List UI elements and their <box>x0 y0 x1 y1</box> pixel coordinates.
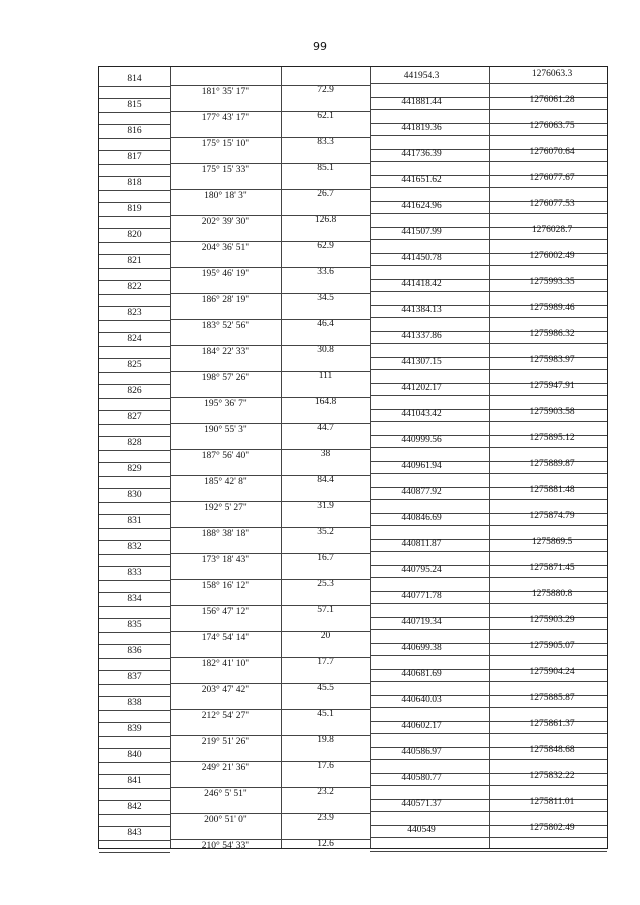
row-rule <box>370 837 607 838</box>
row-rule <box>170 449 370 450</box>
distance-cell: 62.1 <box>317 111 334 121</box>
y-coordinate-cell: 1275905.07 <box>529 641 575 651</box>
y-coordinate-cell: 1275880.8 <box>531 589 573 599</box>
point-number-cell: 835 <box>127 620 142 630</box>
row-rule <box>370 109 607 110</box>
row-rule <box>170 267 370 268</box>
point-number-cell: 826 <box>127 386 142 396</box>
distance-cell: 25.3 <box>317 579 334 589</box>
point-number-cell: 816 <box>127 126 142 136</box>
point-number-cell: 823 <box>127 308 142 318</box>
x-coordinate-cell: 441881.44 <box>401 97 442 107</box>
column-divider <box>489 67 490 848</box>
x-coordinate-cell: 441507.99 <box>401 227 442 237</box>
row-rule <box>170 293 370 294</box>
row-rule <box>99 436 170 437</box>
x-coordinate-cell: 441202.17 <box>401 383 442 393</box>
row-rule <box>370 681 607 682</box>
row-rule <box>99 320 170 321</box>
y-coordinate-cell: 1275993.35 <box>529 277 575 287</box>
point-number-cell: 837 <box>127 672 142 682</box>
row-rule <box>170 657 370 658</box>
row-rule <box>99 566 170 567</box>
row-rule <box>170 111 370 112</box>
row-rule <box>99 398 170 399</box>
row-rule <box>370 83 607 84</box>
y-coordinate-cell: 1275947.91 <box>529 381 575 391</box>
row-rule <box>370 785 607 786</box>
row-rule <box>370 811 607 812</box>
row-rule <box>170 501 370 502</box>
row-rule <box>99 528 170 529</box>
x-coordinate-cell: 441307.15 <box>401 357 442 367</box>
row-rule <box>99 242 170 243</box>
row-rule <box>99 710 170 711</box>
row-rule <box>370 421 607 422</box>
row-rule <box>370 317 607 318</box>
y-coordinate-cell: 1275832.22 <box>529 771 575 781</box>
y-coordinate-cell: 1276070.64 <box>529 147 575 157</box>
angle-cell: 198° 57' 26" <box>201 373 250 383</box>
row-rule <box>99 618 170 619</box>
row-rule <box>170 423 370 424</box>
angle-cell: 156° 47' 12" <box>201 607 250 617</box>
angle-cell: 219° 51' 26" <box>201 737 250 747</box>
row-rule <box>170 605 370 606</box>
angle-cell: 175° 15' 33" <box>201 165 250 175</box>
point-number-cell: 833 <box>127 568 142 578</box>
row-rule <box>99 476 170 477</box>
row-rule <box>99 112 170 113</box>
row-rule <box>170 553 370 554</box>
point-number-cell: 842 <box>127 802 142 812</box>
row-rule <box>370 369 607 370</box>
row-rule <box>99 424 170 425</box>
x-coordinate-cell: 440811.87 <box>401 539 442 549</box>
y-coordinate-cell: 1275881.48 <box>529 485 575 495</box>
row-rule <box>99 736 170 737</box>
x-coordinate-cell: 441418.42 <box>401 279 442 289</box>
distance-cell: 46.4 <box>317 319 334 329</box>
row-rule <box>170 709 370 710</box>
angle-cell: 200° 51' 0" <box>204 815 247 825</box>
y-coordinate-cell: 1276063.3 <box>531 69 573 79</box>
angle-cell: 195° 36' 7" <box>204 399 247 409</box>
row-rule <box>170 579 370 580</box>
angle-cell: 180° 18' 3" <box>204 191 247 201</box>
row-rule <box>99 228 170 229</box>
x-coordinate-cell: 440795.24 <box>401 565 442 575</box>
row-rule <box>99 488 170 489</box>
x-coordinate-cell: 440999.56 <box>401 435 442 445</box>
row-rule <box>99 840 170 841</box>
row-rule <box>99 216 170 217</box>
row-rule <box>99 788 170 789</box>
row-rule <box>370 603 607 604</box>
y-coordinate-cell: 1275983.97 <box>529 355 575 365</box>
point-number-cell: 827 <box>127 412 142 422</box>
point-number-cell: 819 <box>127 204 142 214</box>
row-rule <box>99 86 170 87</box>
y-coordinate-cell: 1276077.67 <box>529 173 575 183</box>
row-rule <box>170 787 370 788</box>
row-rule <box>370 161 607 162</box>
row-rule <box>370 395 607 396</box>
distance-cell: 85.1 <box>317 163 334 173</box>
angle-cell: 190° 55' 3" <box>204 425 247 435</box>
angle-cell: 212° 54' 27" <box>201 711 250 721</box>
y-coordinate-cell: 1275811.01 <box>529 797 575 807</box>
angle-cell: 173° 18' 43" <box>201 555 250 565</box>
angle-cell: 195° 46' 19" <box>201 269 250 279</box>
point-number-cell: 840 <box>127 750 142 760</box>
x-coordinate-cell: 440681.69 <box>401 669 442 679</box>
row-rule <box>99 346 170 347</box>
distance-cell: 26.7 <box>317 189 334 199</box>
row-rule <box>370 733 607 734</box>
x-coordinate-cell: 441384.13 <box>401 305 442 315</box>
y-coordinate-cell: 1275885.87 <box>529 693 575 703</box>
row-rule <box>170 813 370 814</box>
row-rule <box>99 98 170 99</box>
angle-cell: 204° 36' 51" <box>201 243 250 253</box>
y-coordinate-cell: 1275871.45 <box>529 563 575 573</box>
angle-cell: 249° 21' 36" <box>201 763 250 773</box>
row-rule <box>170 735 370 736</box>
x-coordinate-cell: 440640.03 <box>401 695 442 705</box>
row-rule <box>99 826 170 827</box>
row-rule <box>170 761 370 762</box>
row-rule <box>99 410 170 411</box>
distance-cell: 45.1 <box>317 709 334 719</box>
x-coordinate-cell: 440877.92 <box>401 487 442 497</box>
row-rule <box>99 502 170 503</box>
x-coordinate-cell: 441043.42 <box>401 409 442 419</box>
x-coordinate-cell: 441651.62 <box>401 175 442 185</box>
distance-cell: 30.8 <box>317 345 334 355</box>
row-rule <box>99 268 170 269</box>
x-coordinate-cell: 440580.77 <box>401 773 442 783</box>
distance-cell: 126.8 <box>314 215 337 225</box>
point-number-cell: 832 <box>127 542 142 552</box>
point-number-cell: 828 <box>127 438 142 448</box>
y-coordinate-cell: 1275848.68 <box>529 745 575 755</box>
x-coordinate-cell: 440961.94 <box>401 461 442 471</box>
row-rule <box>170 527 370 528</box>
y-coordinate-cell: 1275895.12 <box>529 433 575 443</box>
point-number-cell: 836 <box>127 646 142 656</box>
point-number-cell: 822 <box>127 282 142 292</box>
row-rule <box>99 280 170 281</box>
row-rule <box>99 306 170 307</box>
angle-cell: 202° 39' 30" <box>201 217 250 227</box>
distance-cell: 45.5 <box>317 683 334 693</box>
distance-cell: 38 <box>320 449 331 459</box>
x-coordinate-cell: 441954.3 <box>403 71 440 81</box>
row-rule <box>170 683 370 684</box>
row-rule <box>370 551 607 552</box>
row-rule <box>370 135 607 136</box>
row-rule <box>370 473 607 474</box>
angle-cell: 188° 38' 18" <box>201 529 250 539</box>
row-rule <box>170 475 370 476</box>
row-rule <box>99 670 170 671</box>
row-rule <box>370 239 607 240</box>
row-rule <box>370 343 607 344</box>
row-rule <box>99 852 170 853</box>
row-rule <box>99 124 170 125</box>
angle-cell: 175° 15' 10" <box>201 139 250 149</box>
angle-cell: 187° 56' 40" <box>201 451 250 461</box>
distance-cell: 83.3 <box>317 137 334 147</box>
row-rule <box>370 291 607 292</box>
row-rule <box>99 150 170 151</box>
point-number-cell: 820 <box>127 230 142 240</box>
y-coordinate-cell: 1276063.75 <box>529 121 575 131</box>
coordinates-table <box>98 66 608 849</box>
y-coordinate-cell: 1275903.58 <box>529 407 575 417</box>
row-rule <box>99 332 170 333</box>
row-rule <box>99 814 170 815</box>
row-rule <box>170 319 370 320</box>
distance-cell: 44.7 <box>317 423 334 433</box>
x-coordinate-cell: 440699.38 <box>401 643 442 653</box>
row-rule <box>99 202 170 203</box>
row-rule <box>99 540 170 541</box>
x-coordinate-cell: 441624.96 <box>401 201 442 211</box>
distance-cell: 164.8 <box>314 397 337 407</box>
row-rule <box>170 163 370 164</box>
row-rule <box>370 499 607 500</box>
row-rule <box>170 371 370 372</box>
point-number-cell: 830 <box>127 490 142 500</box>
angle-cell: 184° 22' 33" <box>201 347 250 357</box>
row-rule <box>170 215 370 216</box>
distance-cell: 17.6 <box>317 761 334 771</box>
y-coordinate-cell: 1275986.32 <box>529 329 575 339</box>
angle-cell: 174° 54' 14" <box>201 633 250 643</box>
point-number-cell: 831 <box>127 516 142 526</box>
distance-cell: 72.9 <box>317 85 334 95</box>
row-rule <box>370 655 607 656</box>
x-coordinate-cell: 441337.86 <box>401 331 442 341</box>
x-coordinate-cell: 440586.97 <box>401 747 442 757</box>
point-number-cell: 839 <box>127 724 142 734</box>
angle-cell: 203° 47' 42" <box>201 685 250 695</box>
y-coordinate-cell: 1275869.5 <box>531 537 573 547</box>
x-coordinate-cell: 440571.37 <box>401 799 442 809</box>
y-coordinate-cell: 1275802.49 <box>529 823 575 833</box>
row-rule <box>99 514 170 515</box>
x-coordinate-cell: 441736.39 <box>401 149 442 159</box>
angle-cell: 186° 28' 19" <box>201 295 250 305</box>
distance-cell: 23.2 <box>317 787 334 797</box>
row-rule <box>99 800 170 801</box>
row-rule <box>99 696 170 697</box>
distance-cell: 33.6 <box>317 267 334 277</box>
distance-cell: 12.6 <box>317 839 334 849</box>
angle-cell: 183° 52' 56" <box>201 321 250 331</box>
row-rule <box>99 644 170 645</box>
row-rule <box>99 138 170 139</box>
y-coordinate-cell: 1276028.7 <box>531 225 573 235</box>
row-rule <box>99 684 170 685</box>
row-rule <box>99 658 170 659</box>
angle-cell: 158° 16' 12" <box>201 581 250 591</box>
distance-cell: 23.9 <box>317 813 334 823</box>
row-rule <box>170 839 370 840</box>
angle-cell: 246° 5' 51" <box>204 789 247 799</box>
distance-cell: 84.4 <box>317 475 334 485</box>
point-number-cell: 843 <box>127 828 142 838</box>
x-coordinate-cell: 440602.17 <box>401 721 442 731</box>
angle-cell: 182° 41' 10" <box>201 659 250 669</box>
row-rule <box>99 254 170 255</box>
row-rule <box>170 85 370 86</box>
distance-cell: 34.5 <box>317 293 334 303</box>
point-number-cell: 824 <box>127 334 142 344</box>
point-number-cell: 814 <box>127 74 142 84</box>
row-rule <box>99 592 170 593</box>
row-rule <box>99 632 170 633</box>
row-rule <box>170 345 370 346</box>
row-rule <box>99 384 170 385</box>
point-number-cell: 838 <box>127 698 142 708</box>
distance-cell: 19.8 <box>317 735 334 745</box>
angle-cell: 181° 35' 17" <box>201 87 250 97</box>
x-coordinate-cell: 441819.36 <box>401 123 442 133</box>
row-rule <box>99 164 170 165</box>
row-rule <box>370 447 607 448</box>
row-rule <box>170 189 370 190</box>
row-rule <box>370 707 607 708</box>
row-rule <box>99 294 170 295</box>
row-rule <box>99 748 170 749</box>
distance-cell: 111 <box>318 371 333 381</box>
point-number-cell: 817 <box>127 152 142 162</box>
y-coordinate-cell: 1276061.28 <box>529 95 575 105</box>
row-rule <box>170 631 370 632</box>
y-coordinate-cell: 1275861.37 <box>529 719 575 729</box>
distance-cell: 35.2 <box>317 527 334 537</box>
y-coordinate-cell: 1276077.53 <box>529 199 575 209</box>
row-rule <box>370 629 607 630</box>
row-rule <box>370 759 607 760</box>
distance-cell: 20 <box>320 631 331 641</box>
row-rule <box>99 774 170 775</box>
distance-cell: 17.7 <box>317 657 334 667</box>
angle-cell: 185° 42' 8" <box>204 477 247 487</box>
x-coordinate-cell: 440846.69 <box>401 513 442 523</box>
row-rule <box>99 176 170 177</box>
distance-cell: 62.9 <box>317 241 334 251</box>
row-rule <box>370 265 607 266</box>
y-coordinate-cell: 1275889.87 <box>529 459 575 469</box>
point-number-cell: 834 <box>127 594 142 604</box>
row-rule <box>170 397 370 398</box>
x-coordinate-cell: 441450.78 <box>401 253 442 263</box>
row-rule <box>370 187 607 188</box>
row-rule <box>99 372 170 373</box>
angle-cell: 210° 54' 33" <box>201 841 250 851</box>
y-coordinate-cell: 1275874.79 <box>529 511 575 521</box>
row-rule <box>99 358 170 359</box>
row-rule <box>99 580 170 581</box>
row-rule <box>99 554 170 555</box>
row-rule <box>99 450 170 451</box>
point-number-cell: 818 <box>127 178 142 188</box>
row-rule <box>370 577 607 578</box>
page-number: 99 <box>313 40 327 53</box>
angle-cell: 177° 43' 17" <box>201 113 250 123</box>
point-number-cell: 829 <box>127 464 142 474</box>
row-rule <box>99 722 170 723</box>
point-number-cell: 825 <box>127 360 142 370</box>
point-number-cell: 821 <box>127 256 142 266</box>
row-rule <box>370 851 607 852</box>
row-rule <box>370 213 607 214</box>
y-coordinate-cell: 1275989.46 <box>529 303 575 313</box>
distance-cell: 16.7 <box>317 553 334 563</box>
y-coordinate-cell: 1275903.29 <box>529 615 575 625</box>
row-rule <box>99 762 170 763</box>
row-rule <box>99 462 170 463</box>
row-rule <box>370 525 607 526</box>
x-coordinate-cell: 440771.78 <box>401 591 442 601</box>
x-coordinate-cell: 440719.34 <box>401 617 442 627</box>
row-rule <box>99 190 170 191</box>
row-rule <box>170 137 370 138</box>
distance-cell: 57.1 <box>317 605 334 615</box>
distance-cell: 31.9 <box>317 501 334 511</box>
y-coordinate-cell: 1276002.49 <box>529 251 575 261</box>
point-number-cell: 841 <box>127 776 142 786</box>
point-number-cell: 815 <box>127 100 142 110</box>
x-coordinate-cell: 440549 <box>407 825 436 835</box>
row-rule <box>99 606 170 607</box>
angle-cell: 192° 5' 27" <box>204 503 247 513</box>
y-coordinate-cell: 1275904.24 <box>529 667 575 677</box>
row-rule <box>170 241 370 242</box>
